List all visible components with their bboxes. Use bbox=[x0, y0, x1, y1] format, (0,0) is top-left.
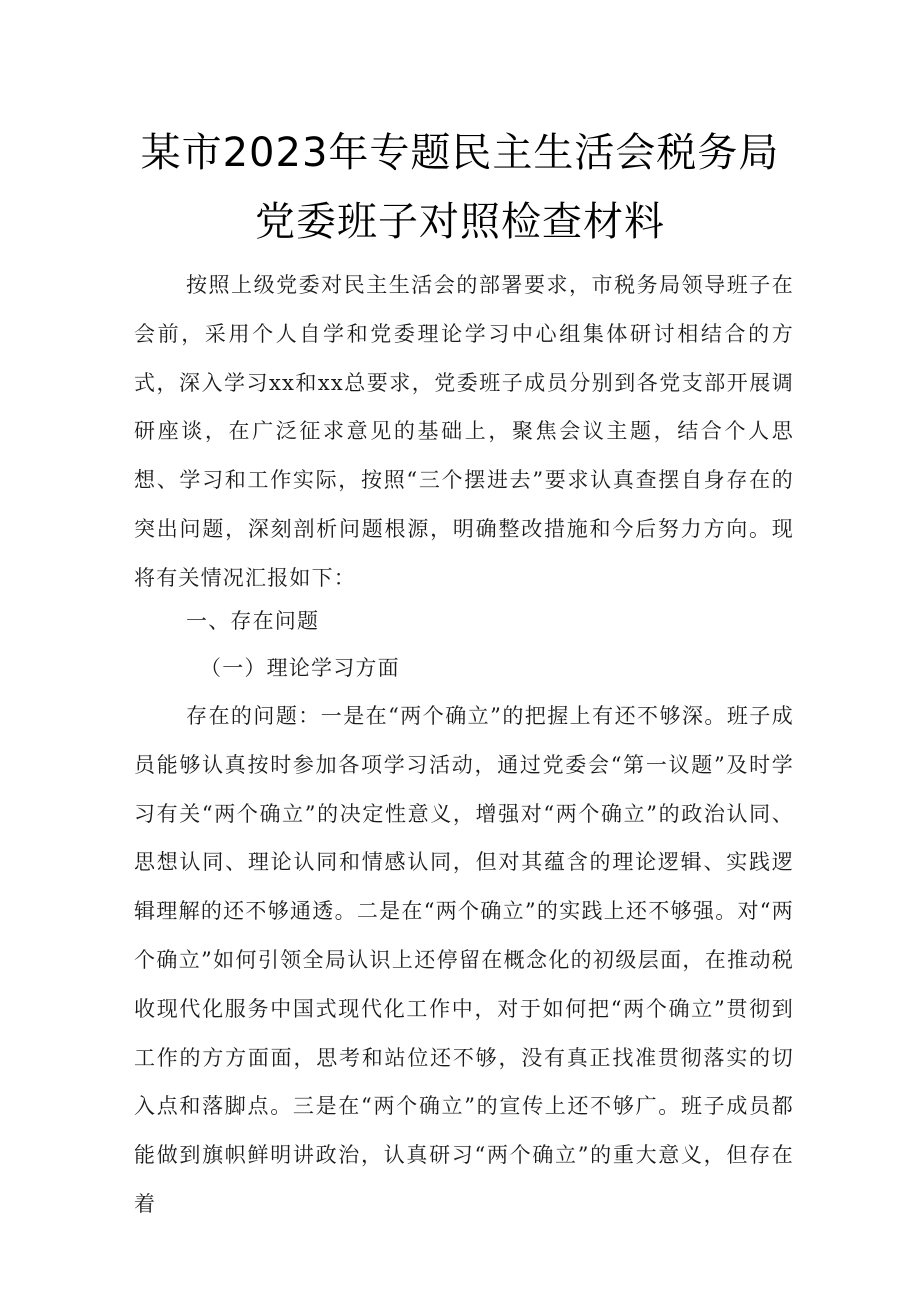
intro-paragraph: 按照上级党委对民主生活会的部署要求，市税务局领导班子在会前，采用个人自学和党委理论学习中心组集体研讨相结合的方式，深入学习xx和xx总要求，党委班子成员分别到各党支部开展调研座谈，在广泛征求意见的基础上，聚焦会议主题，结合个人思想、学习和工作实际，按照“三个摆进去”要求认真查摆自身存在的突出问题，深刻剖析问题根源，明确整改措施和今后努力方向。现将有关情况汇报如下： bbox=[134, 273, 794, 590]
document-title-line-2: 党委班子对照检查材料 bbox=[255, 199, 665, 245]
document-title-line-1: 某市2023年专题民主生活会税务局 bbox=[140, 130, 780, 176]
section-heading: 一、存在问题 bbox=[186, 609, 320, 633]
problems-paragraph: 存在的问题：一是在“两个确立”的把握上有还不够深。班子成员能够认真按时参加各项学习活动，通过党委会“第一议题”及时学习有关“两个确立”的决定性意义，增强对“两个确立”的政治认同、思想认同、理论认同和情感认同，但对其蕴含的理论逻辑、实践逻辑理解的还不够通透。二是在“两个确立”的实践上还不够强。对“两个确立”如何引领全局认识上还停留在概念化的初级层面，在推动税收现代化服务中国式现代化工作中，对于如何把“两个确立”贯彻到工作的方方面面，思考和站位还不够，没有真正找准贯彻落实的切入点和落脚点。三是在“两个确立”的宣传上还不够广。班子成员都能做到旗帜鲜明讲政治，认真研习“两个确立”的重大意义，但存在着 bbox=[134, 704, 794, 1216]
subsection-heading: （一）理论学习方面 bbox=[200, 656, 400, 680]
